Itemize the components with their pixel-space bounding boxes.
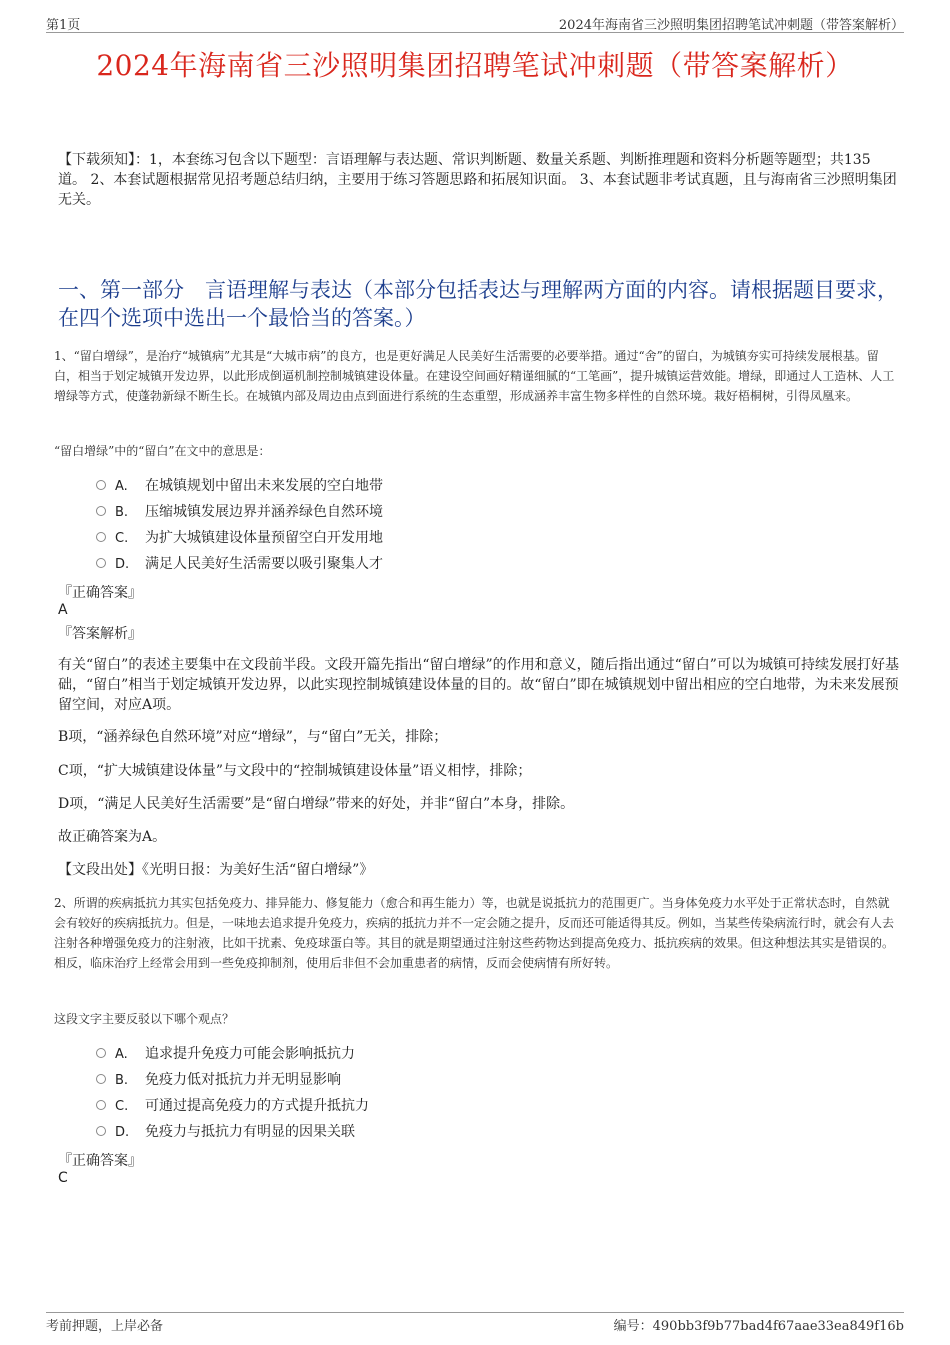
question-1-option-d[interactable]: D. 满足人民美好生活需要以吸引聚集人才 [96,553,383,575]
question-2-option-c[interactable]: C. 可通过提高免疫力的方式提升抵抗力 [96,1095,369,1117]
header-doc-title: 2024年海南省三沙照明集团招聘笔试冲刺题（带答案解析） [558,18,904,33]
radio-icon[interactable] [96,558,106,568]
question-1-analysis-b: B项，“涵养绿色自然环境”对应“增绿”，与“留白”无关，排除； [58,729,448,745]
radio-icon[interactable] [96,1048,106,1058]
radio-icon[interactable] [96,532,106,542]
question-1-analysis-main: 有关“留白”的表述主要集中在文段前半段。文段开篇先指出“留白增绿”的作用和意义，随后指出通过“留白”可以为城镇可持续发展打好基础，“留白”相当于划定城镇开发边界，以此实现控制城镇建设体量的目的。故“留白”即在城镇规划中留出相应的空白地带，为未来发展预留空间，对应A项。 [58,657,899,713]
footer-slogan: 考前押题，上岸必备 [46,1319,164,1334]
question-1-source: 【文段出处】《光明日报：为美好生活“留白增绿”》 [58,862,374,878]
question-1-analysis-c: C项，“扩大城镇建设体量”与文段中的“控制城镇建设体量”语义相悖，排除； [58,763,532,779]
radio-icon[interactable] [96,1126,106,1136]
radio-icon[interactable] [96,506,106,516]
question-1-answer: A [58,602,68,618]
question-1-analysis-d: D项，“满足人民美好生活需要”是“留白增绿”带来的好处，并非“留白”本身，排除。 [58,796,575,812]
radio-icon[interactable] [96,480,106,490]
section-heading: 一、第一部分 言语理解与表达（本部分包括表达与理解两方面的内容。请根据题目要求，在四个选项中选出一个最恰当的答案。） [58,278,898,330]
radio-icon[interactable] [96,1100,106,1110]
question-1-answer-label: 『正确答案』 [58,585,142,601]
question-1-text: 1、“留白增绿”，是治疗“城镇病”尤其是“大城市病”的良方，也是更好满足人民美好生活需要的必要举措。通过“舍”的留白，为城镇夯实可持续发展根基。留白，相当于划定城镇开发边界，以此形成倒逼机制控制城镇建设体量。在建设空间画好精谨细腻的“工笔画”，提升城镇运营效能。增绿，即通过人工造林、人工增绿等方式，使蓬勃新绿不断生长。在城镇内部及周边由点到面进行系统的生态重塑，形成涵养丰富生物多样性的自然环境。栽好梧桐树，引得凤凰来。 [54,349,895,403]
question-2-option-a[interactable]: A. 追求提升免疫力可能会影响抵抗力 [96,1043,355,1065]
radio-icon[interactable] [96,1074,106,1084]
download-notice: 【下载须知】：1，本套练习包含以下题型：言语理解与表达题、常识判断题、数量关系题、判断推理题和资料分析题等题型；共135道。 2、本套试题根据常见招考题总结归纳，主要用于练习答题思路和拓展知识面。 3、本套试题非考试真题，且与海南省三沙照明集团无关。 [58,152,897,208]
page-footer [46,1312,904,1333]
question-2-answer-label: 『正确答案』 [58,1153,142,1169]
footer-serial: 编号：490bb3f9b77bad4f67aae33ea849f16b [613,1319,904,1334]
document-title: 2024年海南省三沙照明集团招聘笔试冲刺题（带答案解析） [96,49,854,82]
page-number: 第1页 [46,18,81,33]
question-1-analysis-label: 『答案解析』 [58,626,142,642]
question-2-text: 2、所谓的疾病抵抗力其实包括免疫力、排异能力、修复能力（愈合和再生能力）等，也就是说抵抗力的范围更广。当身体免疫力水平处于正常状态时，自然就会有较好的疾病抵抗力。但是，一味地去追求提升免疫力，疾病的抵抗力并不一定会随之提升，反而还可能适得其反。例如，当某些传染病流行时，就会有人去注射各种增强免疫力的注射液，比如干扰素、免疫球蛋白等。其目的就是期望通过注射这些药物达到提高免疫力、抵抗疾病的效果。但这种想法其实是错误的。相反，临床治疗上经常会用到一些免疫抑制剂，使用后非但不会加重患者的病情，反而会使病情有所好转。 [54,896,895,970]
question-1-conclusion: 故正确答案为A。 [58,829,167,845]
question-1-stem: “留白增绿”中的“留白”在文中的意思是： [54,444,271,458]
question-2-answer: C [58,1170,68,1186]
question-1-option-b[interactable]: B. 压缩城镇发展边界并涵养绿色自然环境 [96,501,383,523]
question-2-option-b[interactable]: B. 免疫力低对抵抗力并无明显影响 [96,1069,341,1091]
question-2-stem: 这段文字主要反驳以下哪个观点？ [54,1012,235,1026]
question-2-option-d[interactable]: D. 免疫力与抵抗力有明显的因果关联 [96,1121,355,1143]
question-1-option-a[interactable]: A. 在城镇规划中留出未来发展的空白地带 [96,475,383,497]
page-header [46,14,904,33]
question-1-option-c[interactable]: C. 为扩大城镇建设体量预留空白开发用地 [96,527,383,549]
